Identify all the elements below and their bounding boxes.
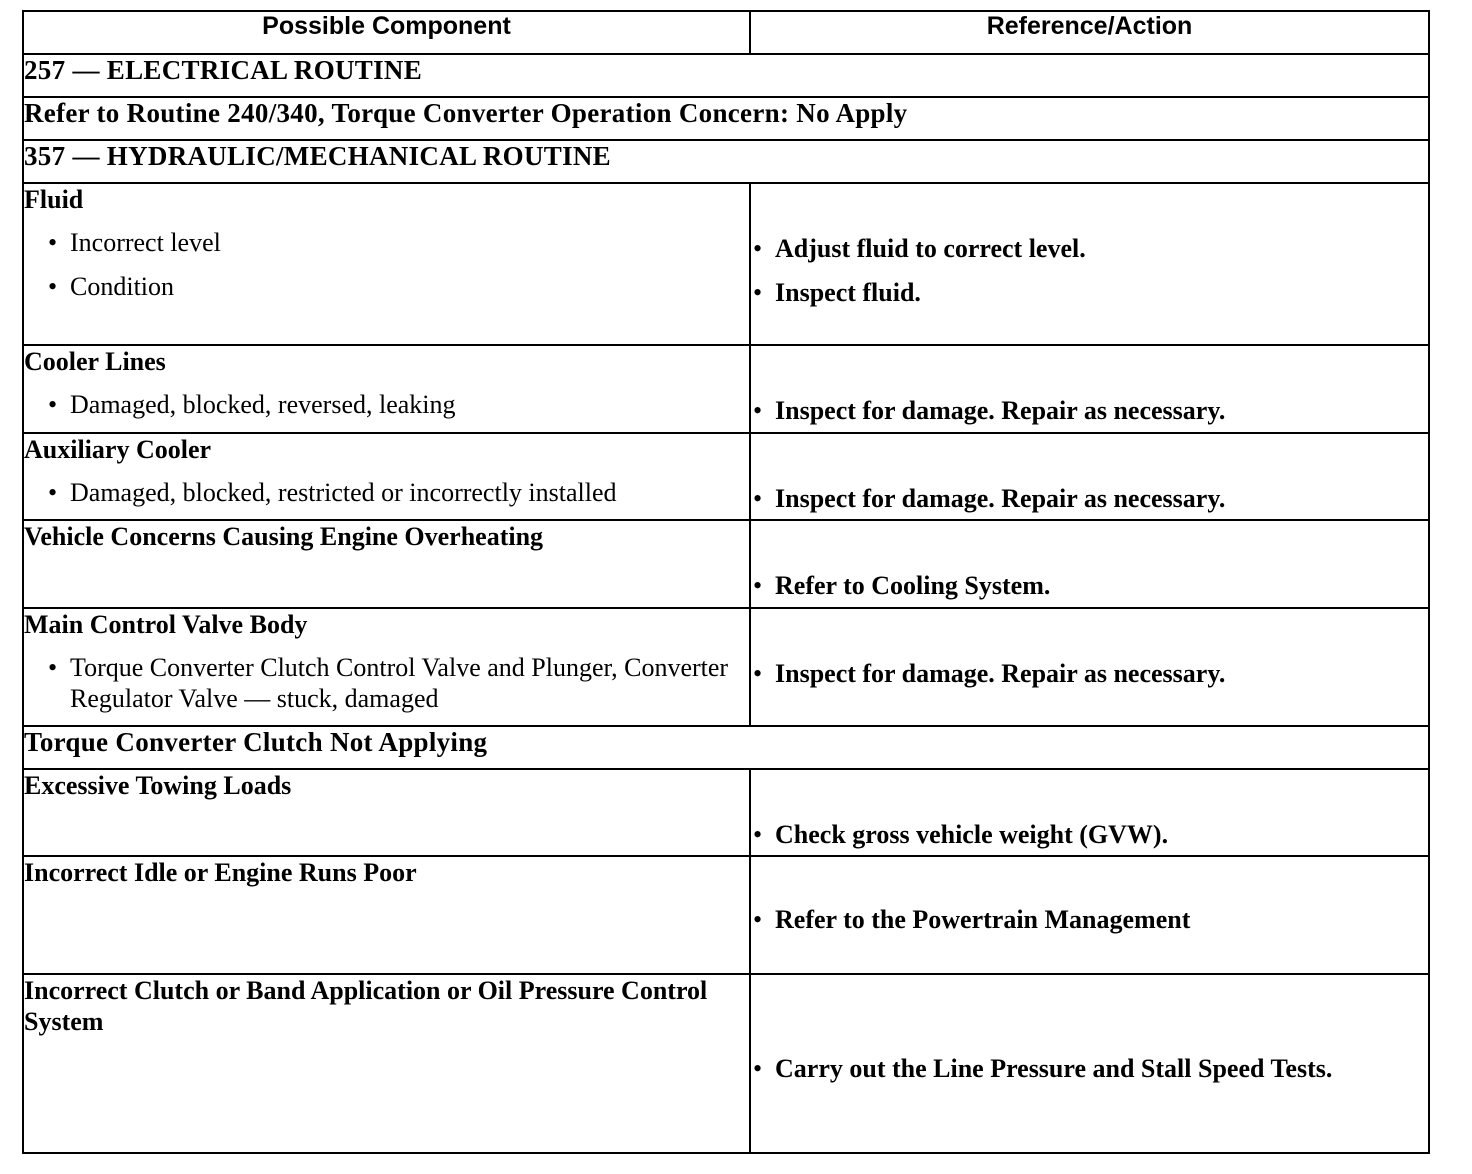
component-cell: [23, 183, 750, 345]
action-item-text: Inspect for damage. Repair as necessary.: [775, 659, 1226, 688]
table-row: [23, 345, 1429, 433]
action-item-text: Check gross vehicle weight (GVW).: [775, 820, 1169, 849]
action-item-text: Refer to Cooling System.: [775, 571, 1051, 600]
header-row: [23, 11, 1429, 54]
action-item: [751, 233, 1428, 264]
component-item-text: Incorrect level: [70, 228, 221, 257]
action-item: [751, 1053, 1428, 1084]
component-item: [24, 477, 749, 508]
component-cell: [23, 856, 750, 974]
component-title: Auxiliary Cooler: [24, 435, 212, 464]
bullet-icon: •: [48, 272, 58, 301]
section-row: [23, 97, 1429, 140]
component-item: [24, 389, 749, 420]
component-item: [24, 227, 749, 258]
action-cell: [750, 520, 1429, 608]
table-row: [23, 433, 1429, 520]
header-reference-action: Reference/Action: [750, 11, 1429, 54]
section-row: [23, 140, 1429, 183]
table-row: [23, 520, 1429, 608]
action-cell: [750, 183, 1429, 345]
component-title: Cooler Lines: [24, 347, 166, 376]
bullet-icon: •: [753, 278, 763, 307]
action-item: [751, 395, 1428, 426]
header-possible-component: Possible Component: [23, 11, 750, 54]
action-cell: [750, 345, 1429, 433]
section-hydraulic-routine: 357 — HYDRAULIC/MECHANICAL ROUTINE: [23, 140, 1429, 183]
table-row: [23, 856, 1429, 974]
action-item: [751, 904, 1428, 935]
action-item: [751, 819, 1428, 850]
bullet-icon: •: [48, 228, 58, 257]
component-cell: [23, 769, 750, 856]
section-row: [23, 726, 1429, 769]
component-cell: [23, 345, 750, 433]
action-item-text: Inspect for damage. Repair as necessary.: [775, 396, 1226, 425]
bullet-icon: •: [753, 484, 763, 513]
table-row: [23, 974, 1429, 1153]
component-cell: [23, 974, 750, 1153]
section-electrical-routine: 257 — ELECTRICAL ROUTINE: [23, 54, 1429, 97]
action-item-text: Inspect for damage. Repair as necessary.: [775, 484, 1226, 513]
table-row: [23, 183, 1429, 345]
component-item: [24, 271, 749, 302]
component-title: Incorrect Clutch or Band Application or Oil Pressure Control System: [24, 976, 708, 1036]
section-row: [23, 54, 1429, 97]
action-item: [751, 483, 1428, 514]
bullet-icon: •: [753, 396, 763, 425]
table-row: [23, 608, 1429, 726]
component-title: Excessive Towing Loads: [24, 771, 292, 800]
component-cell: [23, 520, 750, 608]
action-item-text: Refer to the Powertrain Management: [775, 905, 1191, 934]
component-item-text: Damaged, blocked, restricted or incorrectly installed: [70, 478, 617, 507]
component-title: Fluid: [24, 185, 84, 214]
action-item-text: Adjust fluid to correct level.: [775, 234, 1086, 263]
table-row: [23, 769, 1429, 856]
component-cell: [23, 433, 750, 520]
component-title: Vehicle Concerns Causing Engine Overheating: [24, 522, 544, 551]
component-item-text: Condition: [70, 272, 175, 301]
action-cell: [750, 856, 1429, 974]
action-cell: [750, 974, 1429, 1153]
section-tcc-not-applying: Torque Converter Clutch Not Applying: [23, 726, 1429, 769]
action-cell: [750, 433, 1429, 520]
action-item: [751, 277, 1428, 308]
bullet-icon: •: [753, 905, 763, 934]
diagnosis-table: [22, 10, 1430, 1154]
component-title: Incorrect Idle or Engine Runs Poor: [24, 858, 417, 887]
bullet-icon: •: [753, 234, 763, 263]
component-item-text: Torque Converter Clutch Control Valve and Plunger, Converter Regulator Valve — stuck, damaged: [70, 653, 729, 713]
action-item: [751, 570, 1428, 601]
bullet-icon: •: [753, 1054, 763, 1083]
bullet-icon: •: [48, 390, 58, 419]
action-cell: [750, 608, 1429, 726]
bullet-icon: •: [48, 478, 58, 507]
action-item: [751, 658, 1428, 689]
action-item-text: Inspect fluid.: [775, 278, 921, 307]
bullet-icon: •: [753, 571, 763, 600]
action-item-text: Carry out the Line Pressure and Stall Speed Tests.: [775, 1054, 1333, 1083]
component-title: Main Control Valve Body: [24, 610, 308, 639]
bullet-icon: •: [48, 653, 58, 682]
component-item-text: Damaged, blocked, reversed, leaking: [70, 390, 456, 419]
action-cell: [750, 769, 1429, 856]
component-cell: [23, 608, 750, 726]
section-refer-routine: Refer to Routine 240/340, Torque Converter Operation Concern: No Apply: [23, 97, 1429, 140]
bullet-icon: •: [753, 659, 763, 688]
component-item: [24, 652, 749, 714]
bullet-icon: •: [753, 820, 763, 849]
